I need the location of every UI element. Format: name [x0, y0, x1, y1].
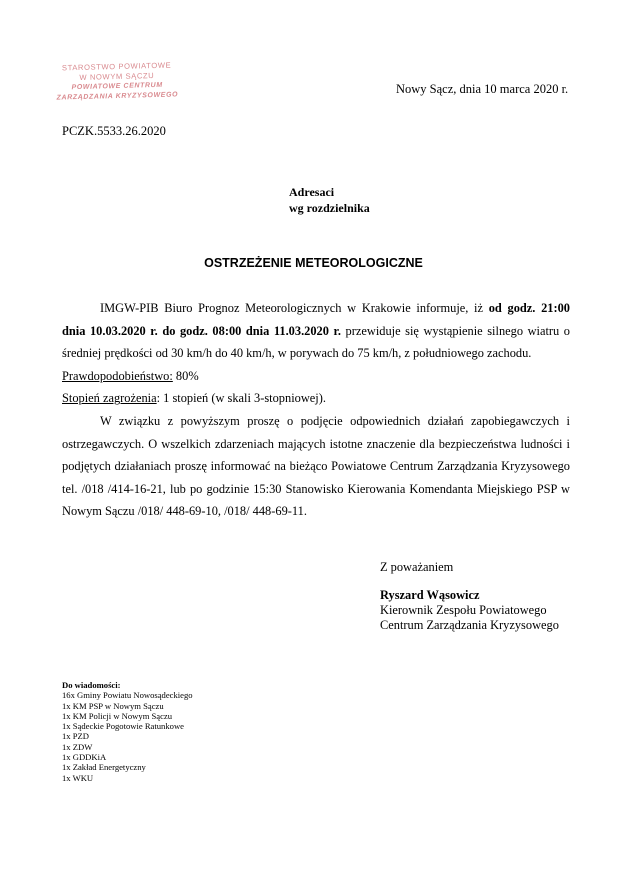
distribution-item: 1x KM PSP w Nowym Sączu — [62, 700, 164, 711]
distribution-item: 1x GDDKiA — [62, 752, 107, 763]
distribution-item: 1x Sądeckie Pogotowie Ratunkowe — [62, 721, 184, 732]
signature-block — [380, 588, 559, 633]
reference-number: PCZK.5533.26.2020 — [62, 124, 166, 138]
warning-text: przewiduje się wystąpienie silnego wiatru o średniej prędkości od 30 km/h do 40 km/h, w porywach do 75 km/h, z południowego zachodu. — [62, 323, 571, 361]
distribution-item: 1x PZD — [62, 731, 89, 742]
warning-text: IMGW-PIB Biuro Prognoz Meteorologicznych w Krakowie informuje, iż — [100, 301, 489, 315]
distribution-item: 1x KM Policji w Nowym Sączu — [62, 710, 173, 721]
distribution-item: 1x ZDW — [62, 741, 93, 752]
warning-paragraph — [62, 297, 570, 365]
distribution-item: 1x Zakład Energetyczny — [62, 762, 146, 773]
document-title: OSTRZEŻENIE METEOROLOGICZNE — [204, 256, 423, 270]
document-body — [62, 297, 570, 523]
stamp-line: W NOWYM SĄCZU — [79, 71, 155, 82]
probability-line — [62, 365, 570, 388]
signer-role: Centrum Zarządzania Kryzysowego — [380, 618, 559, 632]
distribution-item: 1x WKU — [62, 772, 94, 783]
addressee-line: wg rozdzielnika — [289, 201, 370, 215]
threat-level-line — [62, 387, 570, 410]
signer-name: Ryszard Wąsowicz — [380, 588, 480, 602]
instructions-paragraph: W związku z powyższym proszę o podjęcie odpowiednich działań zapobiegawczych i ostrzegawczych. O wszelkich zdarzeniach mających istotne znaczenie dla bezpieczeństwa ludności i podjętych działaniach proszę informować na bieżąco Powiatowe Centrum Zarządzania Kryzysowego tel. /018 /414-16-21, lub po godzinie 15:30 Stanowisko Kierowania Komendanta Miejskiego PSP w Nowym Sączu /018/ 448-69-10, /018/ 448-69-11. — [62, 413, 570, 519]
addressee-line: Adresaci — [289, 185, 335, 199]
threat-level-value: : 1 stopień (w skali 3-stopniowej). — [156, 391, 326, 406]
place-date: Nowy Sącz, dnia 10 marca 2020 r. — [396, 82, 569, 96]
probability-value: 80% — [172, 368, 199, 383]
warning-period: od godz. 21:00 dnia 10.03.2020 r. do godz. 08:00 dnia 11.03.2020 r. — [62, 301, 570, 338]
stamp-line: ZARZĄDZANIA KRYZYSOWEGO — [56, 91, 179, 102]
distribution-item: 16x Gminy Powiatu Nowosądeckiego — [62, 690, 193, 701]
threat-level-label: Stopień zagrożenia — [62, 391, 157, 406]
signer-role: Kierownik Zespołu Powiatowego — [380, 603, 547, 617]
stamp-line: POWIATOWE CENTRUM — [71, 81, 163, 92]
closing-salutation: Z poważaniem — [380, 560, 454, 574]
probability-label: Prawdopodobieństwo: — [62, 368, 173, 383]
stamp-line: STAROSTWO POWIATOWE — [61, 60, 172, 73]
addressee-block — [289, 184, 370, 216]
distribution-title: Do wiadomości: — [62, 680, 121, 690]
office-stamp — [51, 60, 182, 103]
distribution-list — [62, 680, 193, 783]
